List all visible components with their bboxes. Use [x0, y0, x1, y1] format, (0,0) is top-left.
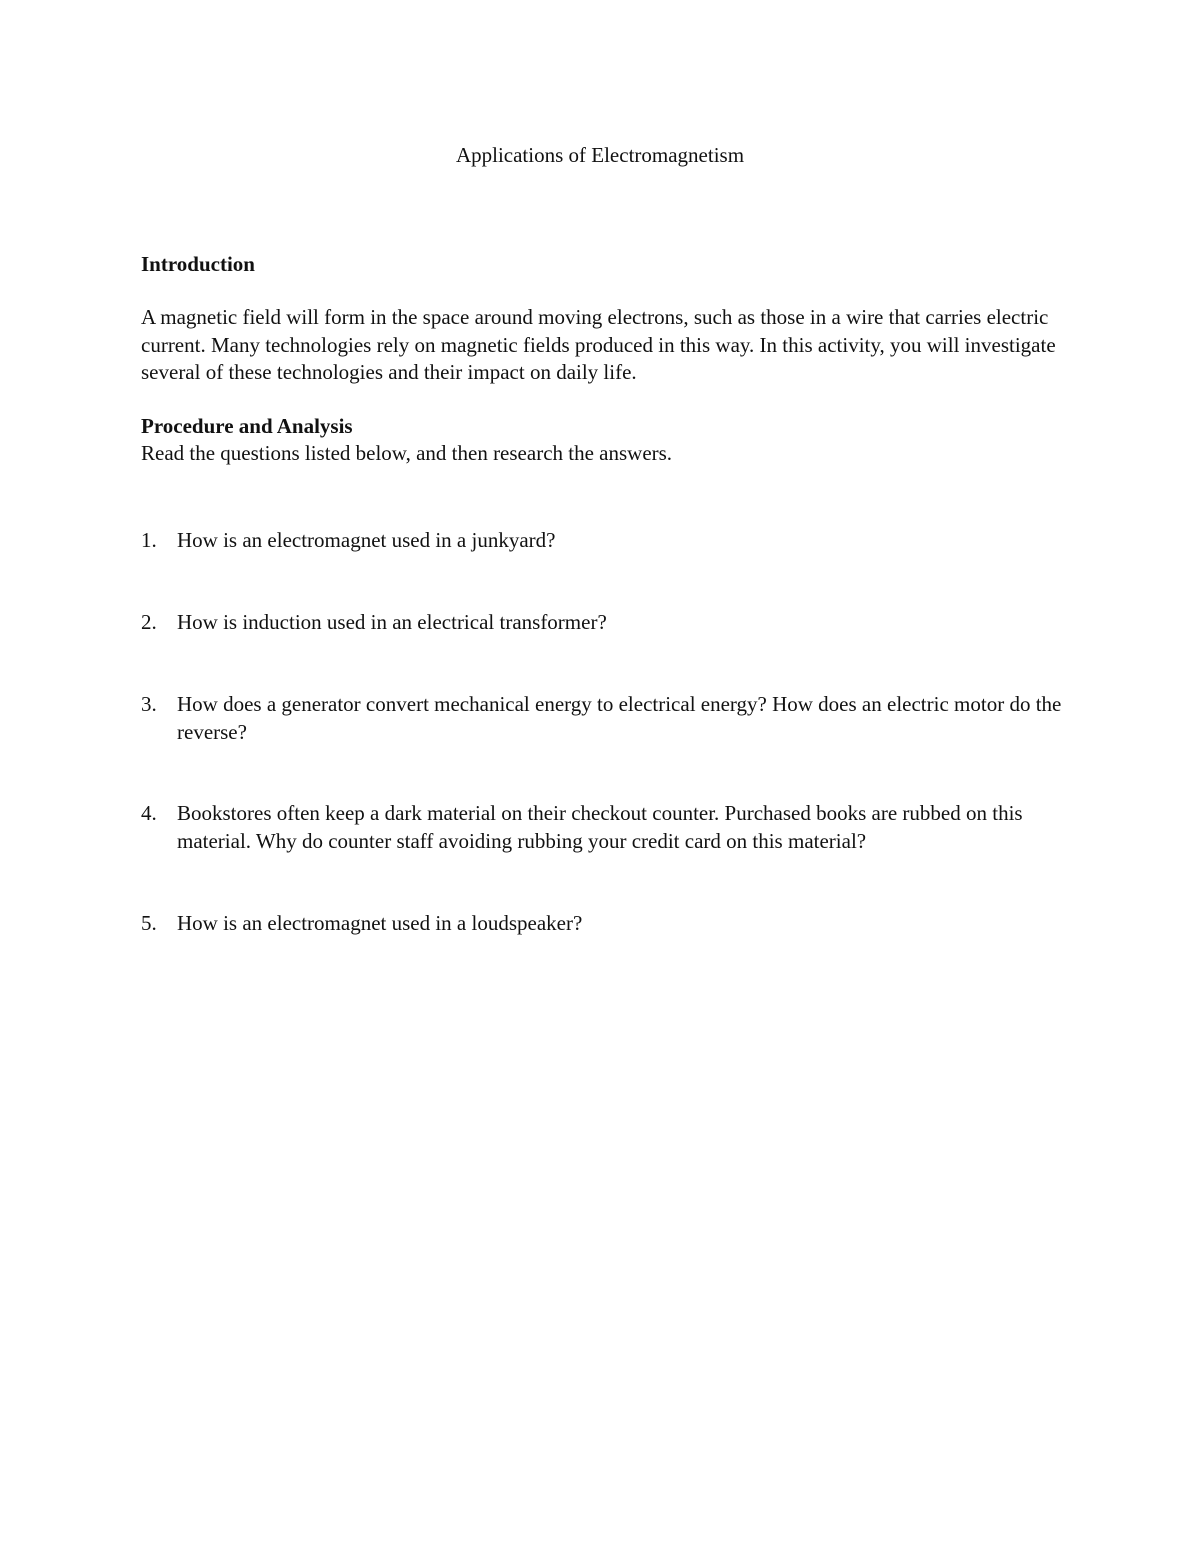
- question-item: [141, 527, 1081, 555]
- question-text: Bookstores often keep a dark material on their checkout counter. Purchased books are rubbed on this material. Why do counter staff avoiding rubbing your credit card on this material?: [177, 801, 1023, 853]
- question-item: [141, 609, 1081, 637]
- introduction-paragraph: A magnetic field will form in the space around moving electrons, such as those in a wire that carries electric current. Many technologies rely on magnetic fields produced in this way. In this activity, you will investigate several of these technologies and their impact on daily life.: [141, 305, 1056, 384]
- question-number: 5.: [141, 911, 157, 935]
- question-text: How is an electromagnet used in a loudspeaker?: [177, 911, 583, 935]
- procedure-paragraph: Read the questions listed below, and then research the answers.: [141, 441, 673, 465]
- question-item: [141, 691, 1081, 746]
- question-number: 3.: [141, 692, 157, 716]
- question-text: How does a generator convert mechanical energy to electrical energy? How does an electric motor do the reverse?: [177, 692, 1062, 744]
- introduction-heading: Introduction: [141, 252, 255, 276]
- question-number: 2.: [141, 610, 157, 634]
- question-text: How is induction used in an electrical transformer?: [177, 610, 607, 634]
- question-text: How is an electromagnet used in a junkyard?: [177, 528, 556, 552]
- question-item: [141, 910, 1081, 938]
- document-title: Applications of Electromagnetism: [455, 143, 745, 167]
- question-number: 1.: [141, 528, 157, 552]
- question-item: [141, 800, 1081, 855]
- procedure-heading: Procedure and Analysis: [141, 414, 353, 438]
- question-number: 4.: [141, 801, 157, 825]
